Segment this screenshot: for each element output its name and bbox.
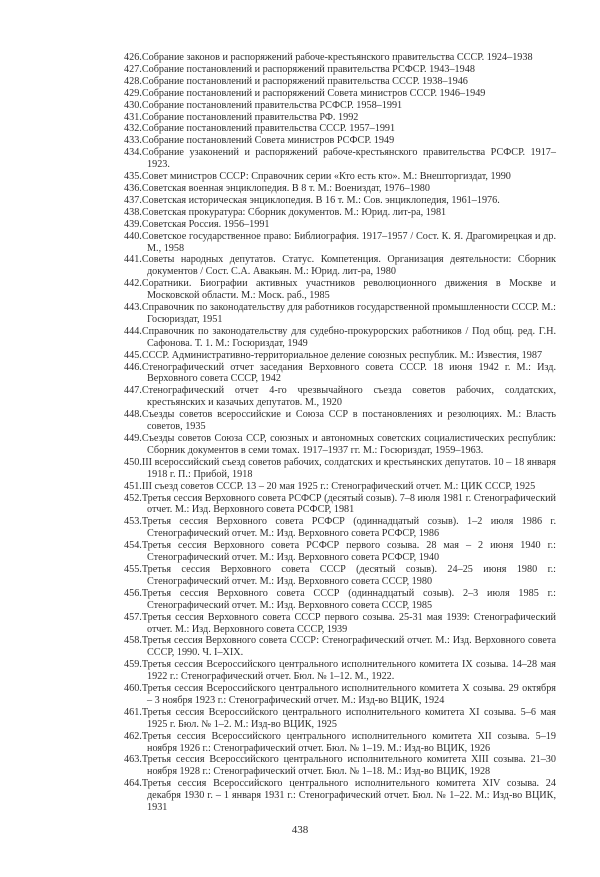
entry-text: Справочник по законодательству для судебно-прокурорских работников / Под общ. ред. Г.Н. Сафонова. Т. 1. М.: Госюриздат, 1949 xyxy=(141,325,556,349)
entry-text: Третья сессия Всероссийского центрального исполнительного комитета XII созыва. 5–19 ноября 1926 г.: Стенографический отчет. Бюл. № 1–19. М.: Изд-во ВЦИК, 1926 xyxy=(141,730,556,754)
entry-text: Третья сессия Всероссийского центрального исполнительного комитета X созыва. 29 октября – 3 ноября 1923 г.: Стенографический отчет. М.: Изд-во ВЦИК, 1924 xyxy=(141,683,556,706)
entry-number: 452. xyxy=(124,492,142,504)
entry-number: 456. xyxy=(124,587,142,599)
entry-text: Съезды советов всероссийские и Союза ССР в постановлениях и резолюциях. М.: Власть советов, 1935 xyxy=(141,409,556,433)
entry-text: Третья сессия Верховного совета РСФСР первого созыва. 28 мая – 2 июня 1940 г.: Стенографический отчет. М.: Изд. Верховного совета РСФСР, 1940 xyxy=(141,540,556,564)
entry-number: 446. xyxy=(124,361,142,373)
entry-number: 427. xyxy=(124,63,142,75)
entry-number: 457. xyxy=(124,611,142,623)
bibliography-entry xyxy=(124,52,556,64)
bibliography-entry xyxy=(124,481,556,493)
entry-text: Съезды советов Союза ССР, союзных и автономных советских социалистических республик: Сборник документов в семи томах. 1917–1937 гг. М.: Госюриздат, 1959–1963. xyxy=(141,433,556,456)
bibliography-entry xyxy=(124,612,556,636)
entry-number: 443. xyxy=(124,302,142,314)
bibliography-entry xyxy=(124,731,556,755)
bibliography-entry xyxy=(124,76,556,88)
bibliography-entry xyxy=(124,385,556,409)
bibliography-entry xyxy=(124,564,556,588)
bibliography-entry xyxy=(124,100,556,112)
entry-number: 433. xyxy=(124,135,142,147)
bibliography-entry xyxy=(124,195,556,207)
entry-number: 460. xyxy=(124,683,142,695)
bibliography-entry xyxy=(124,135,556,147)
entry-number: 450. xyxy=(124,456,142,468)
entry-text: Собрание узаконений и распоряжений рабоче-крестьянского правительства РСФСР. 1917–1923. xyxy=(141,147,556,171)
entry-text: Третья сессия Верховного совета СССР (десятый созыв). 24–25 июня 1980 г.: Стенографический отчет. М.: Изд. Верховного совета СССР, 1980 xyxy=(141,563,556,587)
entry-text: Советы народных депутатов. Статус. Компетенция. Организация деятельности: Сборник документов / Сост. С.А. Авакьян. М.: Юрид. лит-ра, 1980 xyxy=(141,254,556,278)
page-number: 438 xyxy=(291,824,309,836)
entry-number: 447. xyxy=(124,385,142,397)
bibliography-entry xyxy=(124,588,556,612)
entry-number: 464. xyxy=(124,778,142,790)
entry-number: 436. xyxy=(124,182,142,194)
entry-number: 459. xyxy=(124,659,142,671)
bibliography-entry xyxy=(124,147,556,171)
entry-number: 453. xyxy=(124,516,142,528)
entry-number: 463. xyxy=(124,754,142,766)
bibliography-entry xyxy=(124,540,556,564)
entry-text: III съезд советов СССР. 13 – 20 мая 1925 г.: Стенографический отчет. М.: ЦИК СССР, 1925 xyxy=(141,480,536,492)
entry-number: 444. xyxy=(124,325,142,337)
entry-number: 429. xyxy=(124,87,142,99)
entry-text: Советская Россия. 1956–1991 xyxy=(141,218,270,230)
bibliography-entry xyxy=(124,254,556,278)
entry-number: 451. xyxy=(124,480,142,492)
entry-text: Третья сессия Всероссийского центрального исполнительного комитета XIII созыва. 21–30 ноября 1928 г.: Стенографический отчет. Бюл. № 1–18. М.: Изд-во ВЦИК, 1928 xyxy=(141,754,556,778)
bibliography-entry xyxy=(124,219,556,231)
entry-text: Советская прокуратура: Сборник документов. М.: Юрид. лит-ра, 1981 xyxy=(141,206,447,218)
bibliography-entry xyxy=(124,302,556,326)
bibliography-list xyxy=(124,52,556,814)
entry-text: СССР. Административно-территориальное деление союзных республик. М.: Известия, 1987 xyxy=(141,349,543,361)
entry-text: Стенографический отчет заседания Верховного совета СССР. 18 июня 1942 г. М.: Изд. Верховного совета СССР, 1942 xyxy=(141,361,556,385)
entry-text: Собрание постановлений и распоряжений Совета министров СССР. 1946–1949 xyxy=(141,87,486,99)
bibliography-entry xyxy=(124,493,556,517)
entry-text: Советская историческая энциклопедия. В 16 т. М.: Сов. энциклопедия, 1961–1976. xyxy=(141,194,500,206)
bibliography-entry xyxy=(124,409,556,433)
entry-number: 435. xyxy=(124,171,142,183)
bibliography-entry xyxy=(124,659,556,683)
entry-text: Советская военная энциклопедия. В 8 т. М.: Воениздат, 1976–1980 xyxy=(141,182,430,194)
entry-number: 439. xyxy=(124,218,142,230)
entry-number: 455. xyxy=(124,563,142,575)
bibliography-entry xyxy=(124,171,556,183)
bibliography-entry xyxy=(124,207,556,219)
entry-text: Собрание постановлений правительства СССР. 1957–1991 xyxy=(141,123,396,135)
bibliography-entry xyxy=(124,516,556,540)
bibliography-entry xyxy=(124,123,556,135)
entry-number: 461. xyxy=(124,706,142,718)
entry-number: 454. xyxy=(124,540,142,552)
entry-text: Справочник по законодательству для работников государственной промышленности СССР. М.: Госюриздат, 1951 xyxy=(141,302,556,325)
entry-number: 441. xyxy=(124,254,142,266)
entry-text: Собрание законов и распоряжений рабоче-крестьянского правительства СССР. 1924–1938 xyxy=(141,52,533,63)
bibliography-entry xyxy=(124,278,556,302)
entry-text: Совет министров СССР: Справочник серии «Кто есть кто». М.: Внешторгиздат, 1990 xyxy=(141,171,511,183)
bibliography-entry xyxy=(124,112,556,124)
bibliography-entry xyxy=(124,183,556,195)
entry-text: Третья сессия Всероссийского центрального исполнительного комитета XIV созыва. 24 декабря 1930 г. – 1 января 1931 г.: Стенографический отчет. Бюл. № 1–22. М.: Изд-во ВЦИК, 1931 xyxy=(141,778,556,814)
entry-number: 430. xyxy=(124,99,142,111)
entry-number: 442. xyxy=(124,278,142,290)
entry-text: III всероссийский съезд советов рабочих, солдатских и крестьянских депутатов. 10 – 18 января 1918 г. П.: Прибой, 1918 xyxy=(141,456,556,480)
bibliography-entry xyxy=(124,231,556,255)
bibliography-entry xyxy=(124,326,556,350)
entry-text: Третья сессия Верховного совета СССР первого созыва. 25-31 мая 1939: Стенографический отчет. М.: Изд. Верховного совета СССР, 1939 xyxy=(141,611,556,635)
entry-text: Стенографический отчет 4-го чрезвычайного съезда советов рабочих, солдатских, крестьянских и казачьих депутатов. М., 1920 xyxy=(141,385,556,409)
entry-number: 434. xyxy=(124,147,142,159)
entry-text: Собрание постановлений правительства РФ. 1992 xyxy=(141,111,359,123)
entry-text: Третья сессия Верховного совета РСФСР (десятый созыв). 7–8 июля 1981 г. Стенографический отчет. М.: Изд. Верховного совета РСФСР, 1981 xyxy=(141,492,556,516)
entry-text: Собрание постановлений и распоряжений правительства СССР. 1938–1946 xyxy=(141,75,468,87)
entry-number: 438. xyxy=(124,206,142,218)
entry-text: Собрание постановлений правительства РСФСР. 1958–1991 xyxy=(141,99,403,111)
bibliography-entry xyxy=(124,457,556,481)
entry-number: 445. xyxy=(124,349,142,361)
entry-text: Соратники. Биографии активных участников революционного движения в Москве и Московской области. М.: Моск. раб., 1985 xyxy=(141,278,556,302)
bibliography-entry xyxy=(124,683,556,707)
bibliography-entry xyxy=(124,707,556,731)
entry-text: Третья сессия Верховного совета СССР (одиннадцатый созыв). 2–3 июля 1985 г.: Стенографический отчет. М.: Изд. Верховного совета СССР, 1985 xyxy=(141,587,556,611)
entry-text: Собрание постановлений и распоряжений правительства РСФСР. 1943–1948 xyxy=(141,63,475,75)
entry-text: Третья сессия Верховного совета РСФСР (одиннадцатый созыв). 1–2 июля 1986 г. Стенографический отчет. М.: Изд. Верховного совета РСФСР, 1986 xyxy=(141,516,556,540)
bibliography-entry xyxy=(124,362,556,386)
entry-number: 449. xyxy=(124,433,142,444)
bibliography-entry xyxy=(124,64,556,76)
entry-number: 458. xyxy=(124,635,142,647)
entry-text: Советское государственное право: Библиография. 1917–1957 / Сост. К. Я. Драгомирецкая и др. М., 1958 xyxy=(141,230,556,254)
entry-text: Собрание постановлений Совета министров РСФСР. 1949 xyxy=(141,135,395,147)
entry-number: 432. xyxy=(124,123,142,135)
bibliography-entry xyxy=(124,635,556,659)
bibliography-entry xyxy=(124,433,556,457)
bibliography-entry xyxy=(124,350,556,362)
entry-number: 426. xyxy=(124,52,142,63)
entry-number: 431. xyxy=(124,111,142,123)
entry-text: Третья сессия Верховного совета СССР: Стенографический отчет. М.: Изд. Верховного совета СССР, 1990. Ч. I–XIX. xyxy=(141,635,556,659)
entry-number: 428. xyxy=(124,75,142,87)
entry-number: 448. xyxy=(124,409,142,421)
entry-number: 440. xyxy=(124,230,142,242)
entry-text: Третья сессия Всероссийского центрального исполнительного комитета IX созыва. 14–28 мая 1922 г.: Стенографический отчет. Бюл. № 1–12. М., 1922. xyxy=(141,659,556,683)
bibliography-entry xyxy=(124,88,556,100)
entry-number: 437. xyxy=(124,194,142,206)
bibliography-entry xyxy=(124,754,556,778)
entry-number: 462. xyxy=(124,730,142,742)
entry-text: Третья сессия Всероссийского центрального исполнительного комитета XI созыва. 5–6 мая 1925 г. Бюл. № 1–2. М.: Изд-во ВЦИК, 1925 xyxy=(141,706,556,730)
bibliography-entry xyxy=(124,778,556,814)
